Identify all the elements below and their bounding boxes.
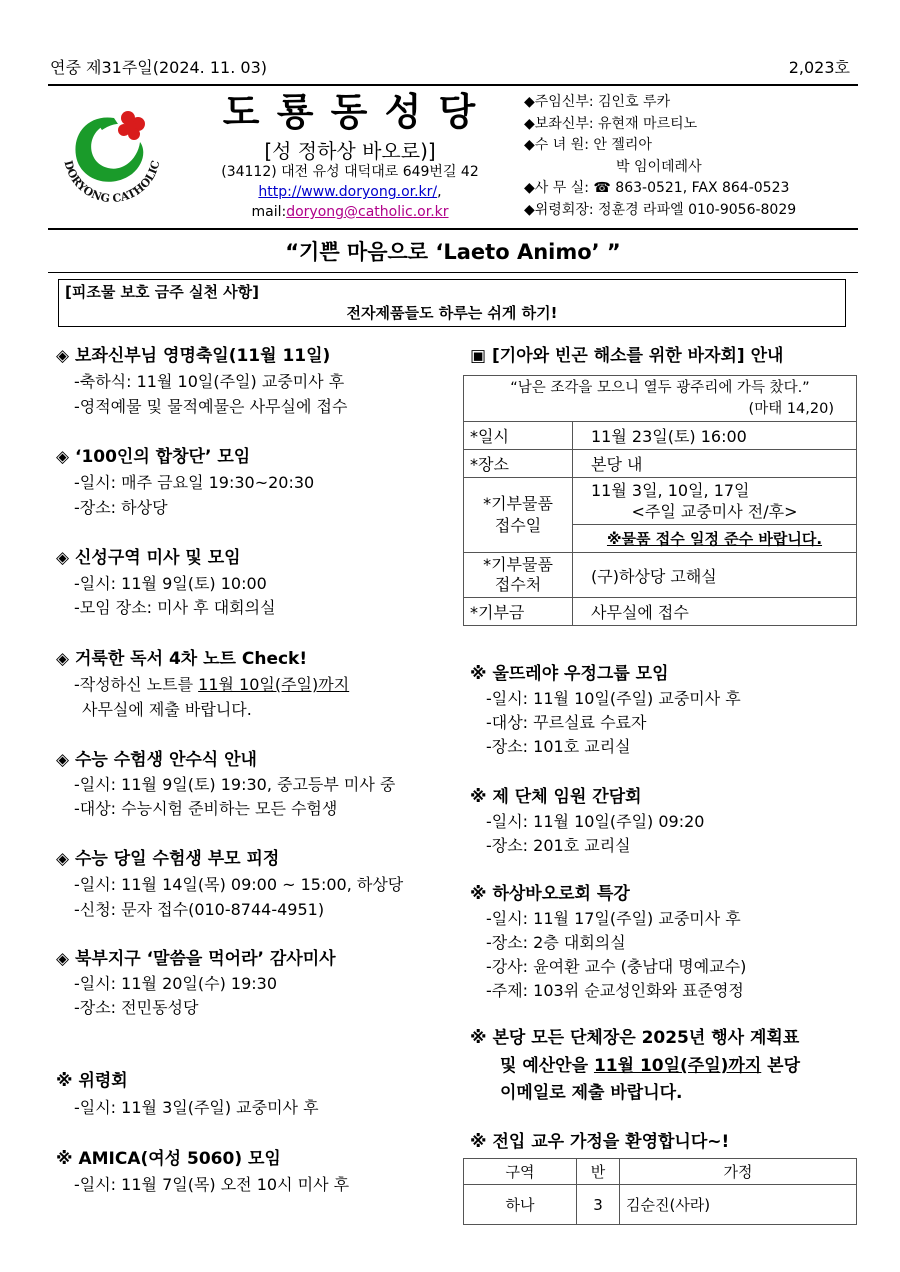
section-title: ※ 하상바오로회 특강	[470, 884, 630, 904]
welcome-table	[463, 1158, 857, 1225]
table-row	[464, 553, 857, 598]
bazaar-title: ▣ [기아와 빈곤 해소를 위한 바자회] 안내	[470, 346, 784, 366]
section-line: -강사: 윤여환 교수 (충남대 명예교수)	[486, 957, 747, 976]
section-line: 이메일로 제출 바랍니다.	[500, 1083, 683, 1103]
section-title: ※ AMICA(여성 5060) 모임	[56, 1149, 281, 1169]
church-logo	[52, 96, 172, 216]
table-key: *기부금	[464, 598, 573, 626]
line-part: -작성하신 노트를	[74, 675, 199, 694]
section-line: -신청: 문자 접수(010-8744-4951)	[74, 900, 325, 919]
header-divider	[48, 228, 858, 230]
deadline-underlined: 11월 10일(주일)까지	[593, 1056, 762, 1076]
staff-pastor: ◆주임신부: 김인호 루카	[524, 94, 671, 110]
table-row	[464, 478, 857, 525]
bazaar-quote-box	[463, 375, 857, 422]
table-value: 본당 내	[573, 450, 857, 478]
section-title: ※ 위령회	[56, 1071, 128, 1091]
table-key: *일시	[464, 422, 573, 450]
section-title: ※ 울뜨레야 우정그룹 모임	[470, 664, 669, 684]
top-divider	[48, 84, 858, 86]
church-address: (34112) 대전 유성 대덕대로 649번길 42	[221, 164, 479, 180]
table-key	[464, 478, 573, 553]
section-line: -장소: 201호 교리실	[486, 836, 631, 855]
section-line	[500, 1053, 800, 1079]
section-line: -장소: 전민동성당	[74, 998, 199, 1017]
table-key	[464, 553, 573, 598]
section-title: ◈ ‘100인의 합창단’ 모임	[56, 447, 251, 467]
section-line: -일시: 11월 10일(주일) 09:20	[486, 812, 705, 831]
section-line: -일시: 11월 3일(주일) 교중미사 후	[74, 1098, 319, 1117]
svg-text:DORYONG CATHOLIC	[61, 159, 162, 205]
section-line: -주제: 103위 순교성인화와 표준영정	[486, 981, 744, 1000]
notice-text: 전자제품들도 하루는 쉬게 하기!	[346, 304, 558, 322]
section-line: -일시: 11월 7일(목) 오전 10시 미사 후	[74, 1175, 350, 1194]
section-title: ※ 전입 교우 가정을 환영합니다~!	[470, 1132, 730, 1152]
table-row	[464, 1159, 857, 1185]
section-line: -모임 장소: 미사 후 대회의실	[74, 598, 276, 617]
section-line	[74, 673, 349, 697]
section-line: -장소: 하상당	[74, 498, 168, 517]
logo-text: DORYONG CATHOLIC	[61, 159, 163, 206]
table-value: 사무실에 접수	[573, 598, 857, 626]
table-value: 11월 23일(토) 16:00	[573, 422, 857, 450]
staff-council: ◆위령회장: 정훈경 라파엘 010-9056-8029	[524, 201, 797, 218]
table-header: 구역	[464, 1159, 577, 1185]
mail-label: mail:	[251, 204, 287, 220]
value-part: 11월 3일, 10일, 17일	[591, 481, 750, 500]
issue-number: 2,023호	[788, 58, 850, 77]
church-name: 도 룡 동 성 당	[222, 90, 478, 134]
logo-icon	[52, 96, 172, 216]
staff-assistant: ◆보좌신부: 유현재 마르티노	[524, 115, 698, 132]
table-row	[464, 598, 857, 626]
value-part: <주일 교중미사 전/후>	[631, 502, 798, 521]
table-cell: 하나	[464, 1185, 577, 1225]
line-part: 및 예산안을	[500, 1056, 594, 1076]
table-row	[464, 450, 857, 478]
section-line: -일시: 11월 10일(주일) 교중미사 후	[486, 689, 741, 708]
bazaar-table	[463, 421, 857, 626]
key-part: *기부물품	[483, 494, 553, 513]
key-part: 접수처	[494, 575, 542, 594]
table-row	[464, 422, 857, 450]
motto-divider	[48, 272, 858, 273]
key-part: 접수일	[494, 516, 542, 535]
bazaar-quote: “남은 조각을 모으니 열두 광주리에 가득 찼다.”	[510, 380, 810, 396]
table-value: (구)하상당 고해실	[573, 553, 857, 598]
section-title: ◈ 보좌신부님 영명축일(11월 11일)	[56, 346, 331, 366]
section-line: -일시: 11월 9일(토) 10:00	[74, 574, 267, 593]
section-line: -일시: 11월 14일(목) 09:00 ~ 15:00, 하상당	[74, 875, 404, 894]
section-line: -대상: 수능시험 준비하는 모든 수험생	[74, 799, 338, 818]
section-title: ◈ 거룩한 독서 4차 노트 Check!	[56, 649, 308, 669]
mail-line	[190, 202, 510, 222]
website-suffix: ,	[437, 184, 442, 200]
table-cell: 3	[577, 1185, 620, 1225]
website-link[interactable]: http://www.doryong.or.kr/	[258, 184, 438, 200]
table-header: 반	[577, 1159, 620, 1185]
staff-list	[524, 92, 796, 221]
notice-title: [피조물 보호 금주 실천 사항]	[65, 283, 259, 301]
table-cell: 김순진(사라)	[620, 1185, 857, 1225]
website-line	[190, 182, 510, 202]
section-line: 사무실에 제출 바랍니다.	[82, 700, 252, 719]
section-line: -축하식: 11월 10일(주일) 교중미사 후	[74, 372, 345, 391]
section-title: ※ 본당 모든 단체장은 2025년 행사 계획표	[470, 1028, 800, 1048]
section-title: ◈ 수능 당일 수험생 부모 피정	[56, 849, 280, 869]
section-title: ※ 제 단체 임원 간담회	[470, 787, 642, 807]
section-title: ◈ 북부지구 ‘말씀을 먹어라’ 감사미사	[56, 949, 336, 969]
section-title: ◈ 신성구역 미사 및 모임	[56, 548, 241, 568]
week-label: 연중 제31주일(2024. 11. 03)	[50, 58, 267, 77]
key-part: *기부물품	[483, 555, 553, 574]
section-line: -영적예물 및 물적예물은 사무실에 접수	[74, 397, 348, 416]
section-line: -장소: 101호 교리실	[486, 737, 631, 756]
value-part: ※물품 접수 일정 준수 바랍니다.	[606, 530, 823, 548]
staff-office: ◆사 무 실: ☎ 863-0521, FAX 864-0523	[524, 180, 790, 196]
table-key: *장소	[464, 450, 573, 478]
section-title: ◈ 수능 수험생 안수식 안내	[56, 750, 257, 770]
notice-box	[58, 279, 846, 327]
table-header: 가정	[620, 1159, 857, 1185]
section-line: -일시: 11월 17일(주일) 교중미사 후	[486, 909, 741, 928]
church-patron: [성 정하상 바오로)]	[264, 139, 436, 163]
section-line: -장소: 2층 대회의실	[486, 933, 626, 952]
section-line: -일시: 11월 9일(토) 19:30, 중고등부 미사 중	[74, 775, 396, 794]
motto: “기쁜 마음으로 ‘Laeto Animo’ ”	[285, 240, 621, 264]
deadline-underlined: 11월 10일(주일)까지	[198, 675, 350, 694]
bazaar-quote-ref: (마태 14,20)	[748, 401, 834, 417]
table-value	[573, 525, 857, 553]
section-line: -대상: 꾸르실료 수료자	[486, 713, 647, 732]
staff-nun-2: 박 임이데레사	[616, 158, 702, 175]
line-part: 본당	[761, 1056, 801, 1076]
table-value	[573, 478, 857, 525]
section-line: -일시: 11월 20일(수) 19:30	[74, 974, 278, 993]
staff-nuns: ◆수 녀 원: 안 젤리아	[524, 137, 652, 153]
mail-link[interactable]: doryong@catholic.or.kr	[286, 204, 449, 220]
section-line: -일시: 매주 금요일 19:30~20:30	[74, 473, 315, 492]
table-row	[464, 1185, 857, 1225]
